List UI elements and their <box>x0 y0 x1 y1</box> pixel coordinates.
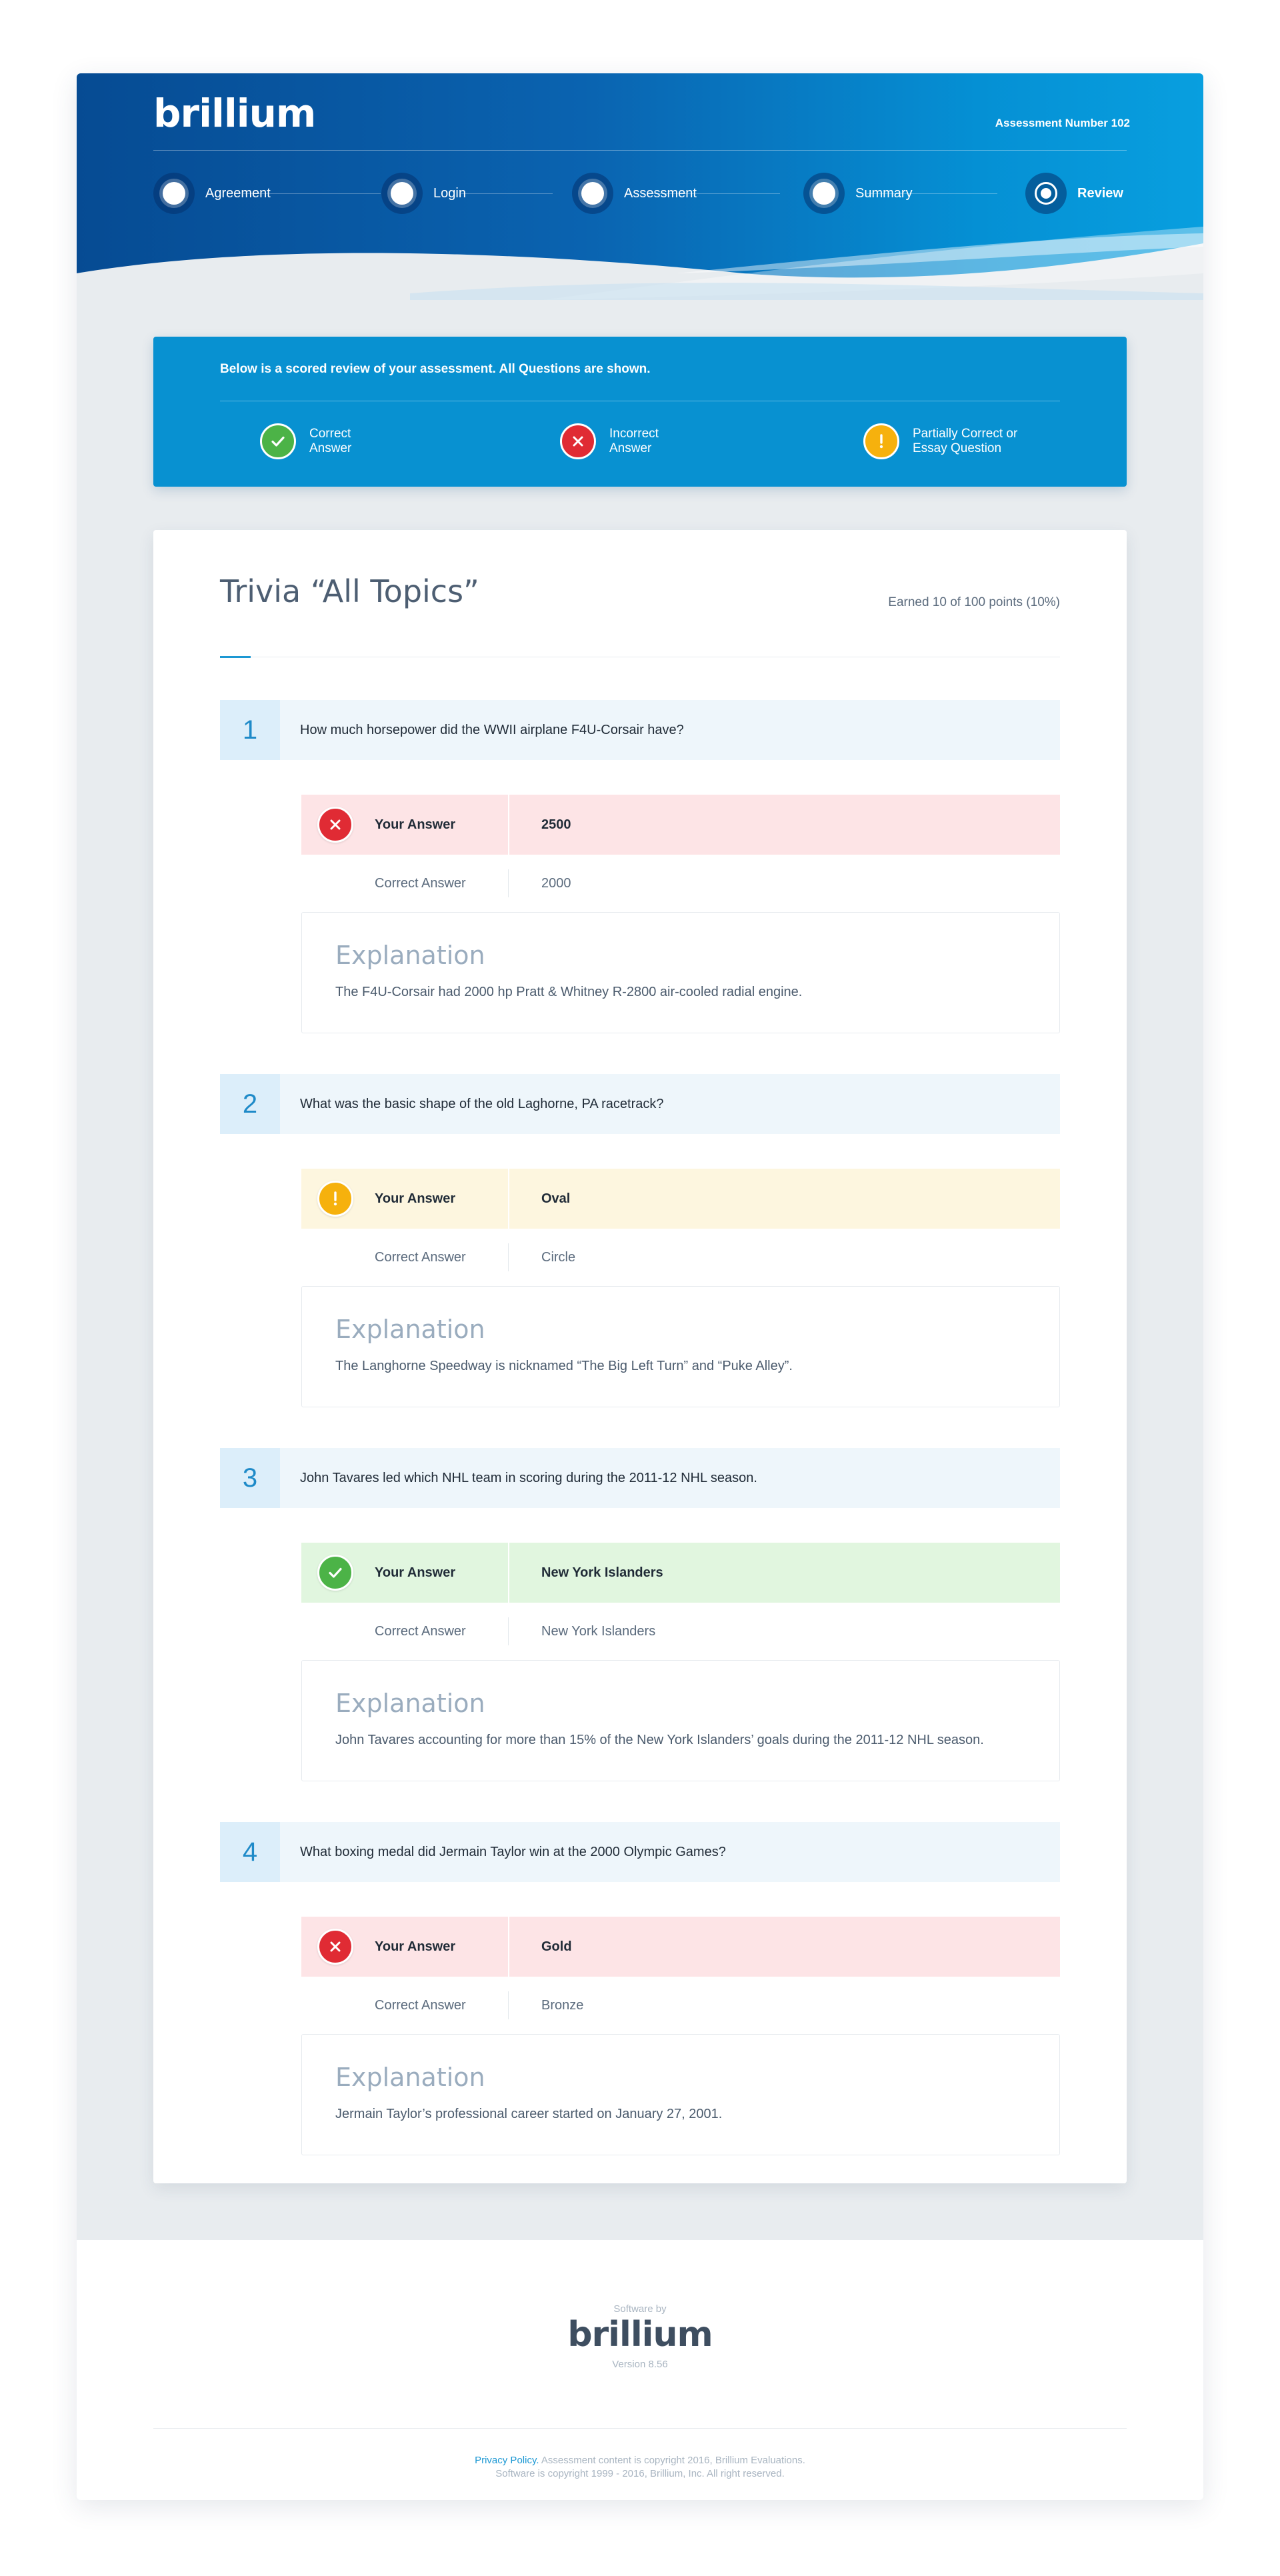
question-block <box>220 1074 1060 1407</box>
explanation-text: John Tavares accounting for more than 15% of the New York Islanders’ goals during the 2011-12 NHL season. <box>335 1733 984 1747</box>
legend-label: Correct Answer <box>309 427 352 455</box>
question-number: 3 <box>220 1448 280 1508</box>
answer-divider <box>508 1169 509 1229</box>
assessment-number: Assessment Number 102 <box>995 117 1130 129</box>
step-label: Review <box>1077 185 1123 201</box>
question-text: John Tavares led which NHL team in scoring during the 2011-12 NHL season. <box>300 1470 757 1485</box>
question-block <box>220 700 1060 1033</box>
correct-answer-value: New York Islanders <box>541 1623 656 1639</box>
step-complete-icon <box>572 173 613 214</box>
exclamation-icon <box>863 423 899 459</box>
correct-answer-label: Correct Answer <box>375 875 466 891</box>
step-complete-icon <box>381 173 423 214</box>
question-text: How much horsepower did the WWII airplane F4U-Corsair have? <box>300 722 684 737</box>
x-icon <box>317 1929 353 1965</box>
correct-answer-value: Circle <box>541 1249 576 1265</box>
score-summary: Earned 10 of 100 points (10%) <box>888 595 1060 609</box>
step-complete-icon <box>803 173 845 214</box>
step-label: Agreement <box>205 185 271 201</box>
header-divider <box>153 150 1127 151</box>
your-answer-row <box>301 795 1060 855</box>
your-answer-value: Oval <box>541 1191 571 1206</box>
legal-line-2: Software is copyright 1999 - 2016, Brillium, Inc. All right reserved. <box>495 2468 785 2479</box>
your-answer-value: Gold <box>541 1939 572 1954</box>
check-icon <box>260 423 296 459</box>
step-login <box>381 170 466 217</box>
answer-divider <box>508 1917 509 1977</box>
legal-line-1 <box>77 2455 1203 2466</box>
answer-divider <box>508 1243 509 1271</box>
title-accent <box>220 656 251 658</box>
legend-partial <box>863 423 1017 459</box>
banner-message: Below is a scored review of your assessment. All Questions are shown. <box>220 362 651 376</box>
correct-answer-row <box>301 1977 1060 2034</box>
brillium-footer-logo: brillium <box>567 2315 713 2355</box>
step-connector <box>461 193 553 194</box>
step-review <box>1025 170 1123 217</box>
question-block <box>220 1822 1060 2155</box>
your-answer-value: New York Islanders <box>541 1565 663 1580</box>
your-answer-label: Your Answer <box>375 817 456 832</box>
legal-copyright-content: Assessment content is copyright 2016, Brillium Evaluations. <box>539 2455 805 2466</box>
explanation-heading: Explanation <box>335 1315 485 1344</box>
question-number: 1 <box>220 700 280 760</box>
review-legend-banner <box>153 337 1127 487</box>
review-card <box>153 530 1127 2183</box>
page-frame <box>77 73 1203 2500</box>
correct-answer-value: Bronze <box>541 1997 584 2013</box>
step-summary <box>803 170 913 217</box>
correct-answer-value: 2000 <box>541 875 571 891</box>
answer-divider <box>508 1617 509 1645</box>
question-number: 4 <box>220 1822 280 1882</box>
explanation-text: Jermain Taylor’s professional career started on January 27, 2001. <box>335 2107 723 2121</box>
legend-label: Incorrect Answer <box>609 427 659 455</box>
step-current-icon <box>1025 173 1067 214</box>
brillium-logo: brillium <box>153 91 316 136</box>
answer-divider <box>508 1991 509 2019</box>
step-complete-icon <box>153 173 195 214</box>
question-number: 2 <box>220 1074 280 1134</box>
explanation-box <box>301 1660 1060 1781</box>
step-label: Assessment <box>624 185 697 201</box>
explanation-box <box>301 1286 1060 1407</box>
legend-incorrect <box>560 423 659 459</box>
correct-answer-label: Correct Answer <box>375 1623 466 1639</box>
your-answer-value: 2500 <box>541 817 571 832</box>
your-answer-row <box>301 1169 1060 1229</box>
exclamation-icon <box>317 1181 353 1217</box>
step-agreement <box>153 170 271 217</box>
version-label: Version 8.56 <box>612 2359 668 2370</box>
header <box>77 73 1203 300</box>
explanation-text: The F4U-Corsair had 2000 hp Pratt & Whitney R-2800 air-cooled radial engine. <box>335 985 803 999</box>
your-answer-label: Your Answer <box>375 1939 456 1954</box>
answer-divider <box>508 795 509 855</box>
your-answer-row <box>301 1543 1060 1603</box>
question-block <box>220 1448 1060 1781</box>
question-text: What boxing medal did Jermain Taylor win at the 2000 Olympic Games? <box>300 1844 726 1859</box>
correct-answer-row <box>301 855 1060 912</box>
explanation-box <box>301 912 1060 1033</box>
correct-answer-label: Correct Answer <box>375 1249 466 1265</box>
correct-answer-row <box>301 1229 1060 1286</box>
answer-divider <box>508 869 509 897</box>
your-answer-label: Your Answer <box>375 1191 456 1206</box>
step-assessment <box>572 170 697 217</box>
explanation-heading: Explanation <box>335 1689 485 1718</box>
explanation-box <box>301 2034 1060 2155</box>
question-text: What was the basic shape of the old Laghorne, PA racetrack? <box>300 1096 664 1111</box>
explanation-heading: Explanation <box>335 2063 485 2092</box>
step-label: Summary <box>855 185 913 201</box>
x-icon <box>560 423 596 459</box>
your-answer-label: Your Answer <box>375 1565 456 1580</box>
correct-answer-row <box>301 1603 1060 1660</box>
privacy-policy-link[interactable]: Privacy Policy. <box>475 2455 539 2466</box>
explanation-heading: Explanation <box>335 941 485 970</box>
progress-steps <box>153 170 1127 217</box>
check-icon <box>317 1555 353 1591</box>
explanation-text: The Langhorne Speedway is nicknamed “The Big Left Turn” and “Puke Alley”. <box>335 1359 793 1373</box>
software-by-label: Software by <box>613 2303 667 2315</box>
legend-label: Partially Correct or Essay Question <box>913 427 1018 455</box>
step-label: Login <box>433 185 466 201</box>
correct-answer-label: Correct Answer <box>375 1997 466 2013</box>
x-icon <box>317 807 353 843</box>
legend-correct <box>260 423 351 459</box>
your-answer-row <box>301 1917 1060 1977</box>
footer-divider <box>153 2428 1127 2429</box>
answer-divider <box>508 1543 509 1603</box>
assessment-title: Trivia “All Topics” <box>220 573 479 609</box>
footer <box>77 2240 1203 2500</box>
